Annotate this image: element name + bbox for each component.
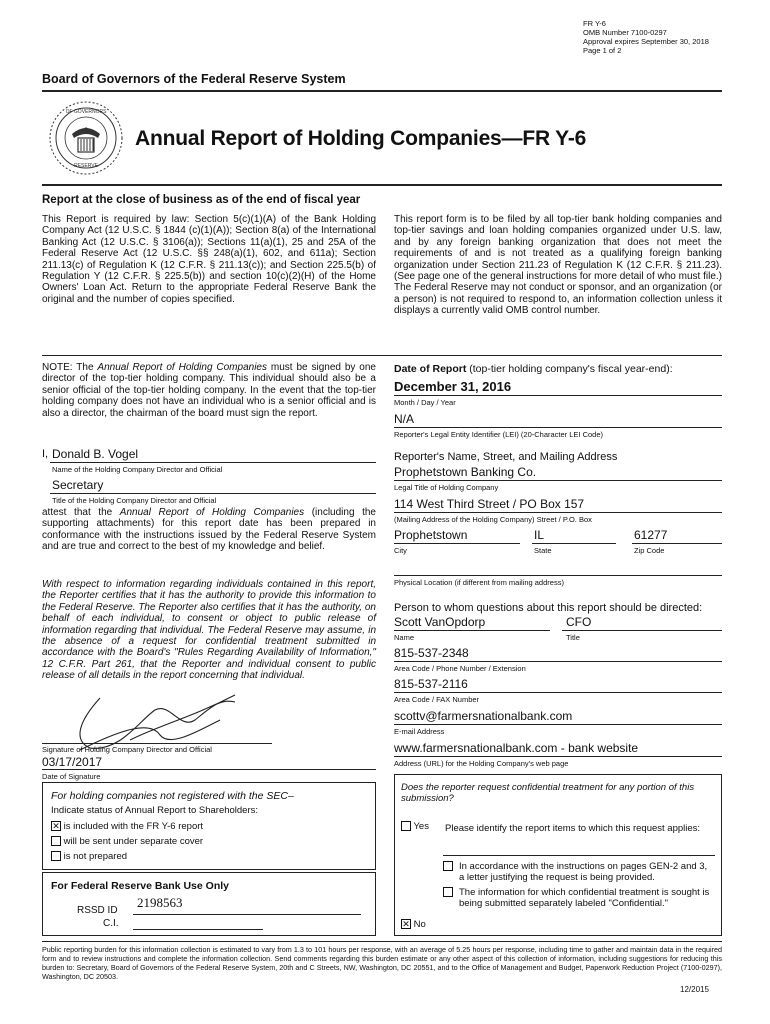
confidential-opt1-text: In accordance with the instructions on pages GEN-2 and 3, a letter justifying the request is being provided. xyxy=(459,861,708,883)
signature-date-line xyxy=(42,769,376,770)
page-number: Page 1 of 2 xyxy=(583,46,622,55)
contact-title[interactable]: CFO xyxy=(566,615,592,629)
signature-date[interactable]: 03/17/2017 xyxy=(42,755,103,769)
contact-name[interactable]: Scott VanOpdorp xyxy=(394,615,486,629)
reporter-street-line xyxy=(394,512,722,513)
approval-expiry: Approval expires September 30, 2018 xyxy=(583,37,709,46)
city-line xyxy=(394,543,520,544)
sec-option-not-prepared[interactable] xyxy=(51,851,127,862)
note-italic: Annual Report of Holding Companies xyxy=(97,362,267,373)
rssd-line xyxy=(133,914,361,915)
date-line xyxy=(394,395,722,396)
sec-status-box xyxy=(42,782,376,870)
omb-number: OMB Number 7100-0297 xyxy=(583,28,667,37)
contact-title-caption: Title xyxy=(566,633,580,642)
filing-requirement-text: This report form is to be filed by all top-tier bank holding companies and top-tier savings and loan holding companies organized under U.S. law, and by any foreign banking organization that does not meet the requirements of and is not treated as a qualifying foreign banking organization under Section 211.23 of Regulation K (12 C.F.R. § 211.23). (See page one of the general instructions for more detail of who must file.) The Federal Reserve may not conduct or sponsor, and an organization (or a person) is not required to respond to, an information collection unless it displays a currently valid OMB control number. xyxy=(394,214,722,317)
confidential-opt2-checkbox[interactable] xyxy=(443,887,453,898)
city-caption: City xyxy=(394,546,407,555)
zip-caption: Zip Code xyxy=(634,546,665,555)
attest-a: attest that the xyxy=(42,507,120,518)
signer-title[interactable]: Secretary xyxy=(52,478,104,492)
yes-instructions: Please identify the report items to which this request applies: xyxy=(445,823,701,834)
sec-option-included[interactable] xyxy=(51,821,203,832)
option-label: will be sent under separate cover xyxy=(63,836,204,847)
signer-name-caption: Name of the Holding Company Director and Official xyxy=(52,465,223,474)
attest-italic: Annual Report of Holding Companies xyxy=(119,507,305,518)
reporter-state[interactable]: IL xyxy=(534,528,545,542)
reporter-heading: Reporter's Name, Street, and Mailing Address xyxy=(394,451,618,463)
reporter-zip[interactable]: 61277 xyxy=(634,528,668,542)
checkbox-letter[interactable] xyxy=(443,861,453,871)
phone-caption: Area Code / Phone Number / Extension xyxy=(394,664,526,673)
reporter-street-caption: (Mailing Address of the Holding Company) Street / P.O. Box xyxy=(394,515,592,524)
ci-line xyxy=(133,929,263,930)
page-title: Annual Report of Holding Companies—FR Y-6 xyxy=(135,127,587,150)
note-prefix: NOTE: The xyxy=(42,362,98,373)
lei-caption: Reporter's Legal Entity Identifier (LEI) (20-Character LEI Code) xyxy=(394,430,604,439)
attest-b: (including the supporting attachments) for this report date has been prepared in conformance with the instructions issued by the Federal Reserve System and are true and correct to the best of my knowledge and belief. xyxy=(42,507,376,553)
fax-caption: Area Code / FAX Number xyxy=(394,695,480,704)
email-caption: E-mail Address xyxy=(394,727,445,736)
date-caption: Month / Day / Year xyxy=(394,398,456,407)
checkbox-separate-confidential[interactable] xyxy=(443,887,453,897)
signer-title-caption: Title of the Holding Company Director and Official xyxy=(52,496,217,505)
sec-box-subtitle: Indicate status of Annual Report to Shareholders: xyxy=(51,805,259,816)
frb-box-title: For Federal Reserve Bank Use Only xyxy=(51,880,229,892)
burden-statement: Public reporting burden for this information collection is estimated to vary from 1.3 to 101 hours per response, with an average of 5.25 hours per response, including time to gather and maintain data in the required form and to review instructions and complete the information collection. Send comments regarding this burden estimate or any other aspect of this collection of information, including suggestions for reducing this burden to: Secretary, Board of Governors of the Federal Reserve System, 20th and C Streets, NW, Washington, DC 20551, and to the Office of Management and Budget, Paperwork Reduction Project (7100-0297), Washington, DC 20503. xyxy=(42,945,722,981)
svg-text:RESERVE: RESERVE xyxy=(74,163,98,169)
federal-reserve-seal-icon xyxy=(48,100,124,176)
reporter-name-line xyxy=(394,480,722,481)
note-text xyxy=(42,362,376,419)
report-heading: Report at the close of business as of the end of fiscal year xyxy=(42,194,361,206)
url-caption: Address (URL) for the Holding Company's web page xyxy=(394,759,569,768)
section-rule xyxy=(42,355,722,356)
contact-name-line xyxy=(394,630,550,631)
option-label: is included with the FR Y-6 report xyxy=(63,821,204,832)
attestation-text xyxy=(42,507,376,553)
lei-line xyxy=(394,427,722,428)
sec-option-separate[interactable] xyxy=(51,836,203,847)
contact-fax[interactable]: 815-537-2116 xyxy=(394,677,468,691)
contact-title-line xyxy=(562,630,722,631)
date-label-bold: Date of Report xyxy=(394,363,467,375)
date-of-report-value[interactable]: December 31, 2016 xyxy=(394,379,512,394)
checkbox-separate-cover[interactable] xyxy=(51,836,61,846)
date-label-rest: (top-tier holding company's fiscal year-end): xyxy=(466,363,673,375)
form-revision-date: 12/2015 xyxy=(680,985,709,994)
rssd-value[interactable]: 2198563 xyxy=(137,895,183,910)
form-number: FR Y-6 xyxy=(583,19,606,28)
zip-line xyxy=(632,543,722,544)
state-caption: State xyxy=(534,546,552,555)
signer-prefix: I, xyxy=(42,448,49,460)
legal-authority-text: This Report is required by law: Section 5(c)(1)(A) of the Bank Holding Company Act (12 U.S.C. § 1844 (c)(1)(A)); Section 8(a) of the International Banking Act (12 U.S.C. § 3106(a)); Sections 11(a)(1), 25 and 25A of the Federal Reserve Act (12 U.S.C. §§ 248(a)(1), 602, and 611a); Section 211.13(c) of Regulation K (12 C.F.R. § 211.13(c)); and Section 225.5(b) of Regulation Y (12 C.F.R. § 225.5(b)) and section 10(c)(2)(H) of the Home Owners' Loan Act. Return to the appropriate Federal Reserve Bank the original and the number of copies specified. xyxy=(42,214,376,305)
signature-caption: Signature of Holding Company Director and Official xyxy=(42,745,212,754)
rssd-label: RSSD ID xyxy=(77,905,118,916)
confidential-opt2-text: The information for which confidential treatment is sought is being submitted separately labeled "Confidential." xyxy=(459,887,710,909)
consent-text: With respect to information regarding individuals contained in this report, the Reporter certifies that it has the authority to provide this information to the Federal Reserve. The Reporter also certifies that it has the authority, on behalf of each individual, to consent or object to public release of information regarding that individual. The Federal Reserve may assume, in the absence of a request for confidential treatment submitted in accordance with the Board's "Rules Regarding Availability of Information," 12 C.F.R. Part 261, that the Reporter and individual consent to public release of all details in the report concerning that individual. xyxy=(42,579,376,682)
phone-line xyxy=(394,661,722,662)
contact-heading: Person to whom questions about this report should be directed: xyxy=(394,602,703,614)
checkbox-included[interactable]: ✕ xyxy=(52,821,60,832)
option-label: is not prepared xyxy=(63,851,128,862)
form-id-block xyxy=(583,19,763,55)
reporter-street[interactable]: 114 West Third Street / PO Box 157 xyxy=(394,497,585,511)
reporter-city[interactable]: Prophetstown xyxy=(394,528,468,542)
no-label: No xyxy=(413,919,426,930)
reporter-name-caption: Legal Title of Holding Company xyxy=(394,483,499,492)
agency-name: Board of Governors of the Federal Reserve System xyxy=(42,72,346,86)
url-line xyxy=(394,756,722,757)
date-of-report-label xyxy=(394,363,673,375)
yes-items-line xyxy=(443,855,715,856)
confidential-opt1-checkbox[interactable] xyxy=(443,861,453,872)
contact-email[interactable]: scottv@farmersnationalbank.com xyxy=(394,709,573,723)
checkbox-no[interactable]: ✕ xyxy=(402,919,410,930)
confidential-treatment-box xyxy=(394,774,722,936)
ci-label: C.I. xyxy=(103,918,119,929)
signer-title-line xyxy=(50,493,376,494)
fax-line xyxy=(394,692,722,693)
svg-text:OF GOVERNORS: OF GOVERNORS xyxy=(65,109,107,115)
sec-box-title: For holding companies not registered with the SEC– xyxy=(51,790,294,802)
checkbox-yes[interactable] xyxy=(401,821,411,831)
contact-phone[interactable]: 815-537-2348 xyxy=(394,646,469,660)
signer-name[interactable]: Donald B. Vogel xyxy=(52,447,139,461)
note-rest: must be signed by one director of the top-tier holding company. This individual should also be a senior official of the top-tier holding company. In the event that the top-tier holding company does not have an individual who is a senior official and is also a director, the chairman of the board must sign the report. xyxy=(42,362,376,419)
signature-line xyxy=(42,743,272,744)
header-rule xyxy=(42,90,722,92)
yes-label: Yes xyxy=(413,821,429,832)
signature-date-caption: Date of Signature xyxy=(42,772,101,781)
reporter-name[interactable]: Prophetstown Banking Co. xyxy=(394,465,537,479)
checkbox-not-prepared[interactable] xyxy=(51,851,61,861)
email-line xyxy=(394,724,722,725)
signer-name-line xyxy=(50,462,376,463)
contact-url[interactable]: www.farmersnationalbank.com - bank website xyxy=(394,741,639,755)
frb-use-box xyxy=(42,872,376,936)
physical-location-line xyxy=(394,575,722,576)
confidential-question: Does the reporter request confidential treatment for any portion of this submission? xyxy=(401,782,695,804)
title-rule xyxy=(42,184,722,186)
confidential-yes-option[interactable] xyxy=(401,821,429,832)
contact-name-caption: Name xyxy=(394,633,415,642)
footer-rule xyxy=(42,941,722,942)
confidential-no-option[interactable] xyxy=(401,919,426,930)
physical-location-caption: Physical Location (if different from mailing address) xyxy=(394,578,564,587)
state-line xyxy=(532,543,616,544)
lei-value[interactable]: N/A xyxy=(394,412,415,426)
